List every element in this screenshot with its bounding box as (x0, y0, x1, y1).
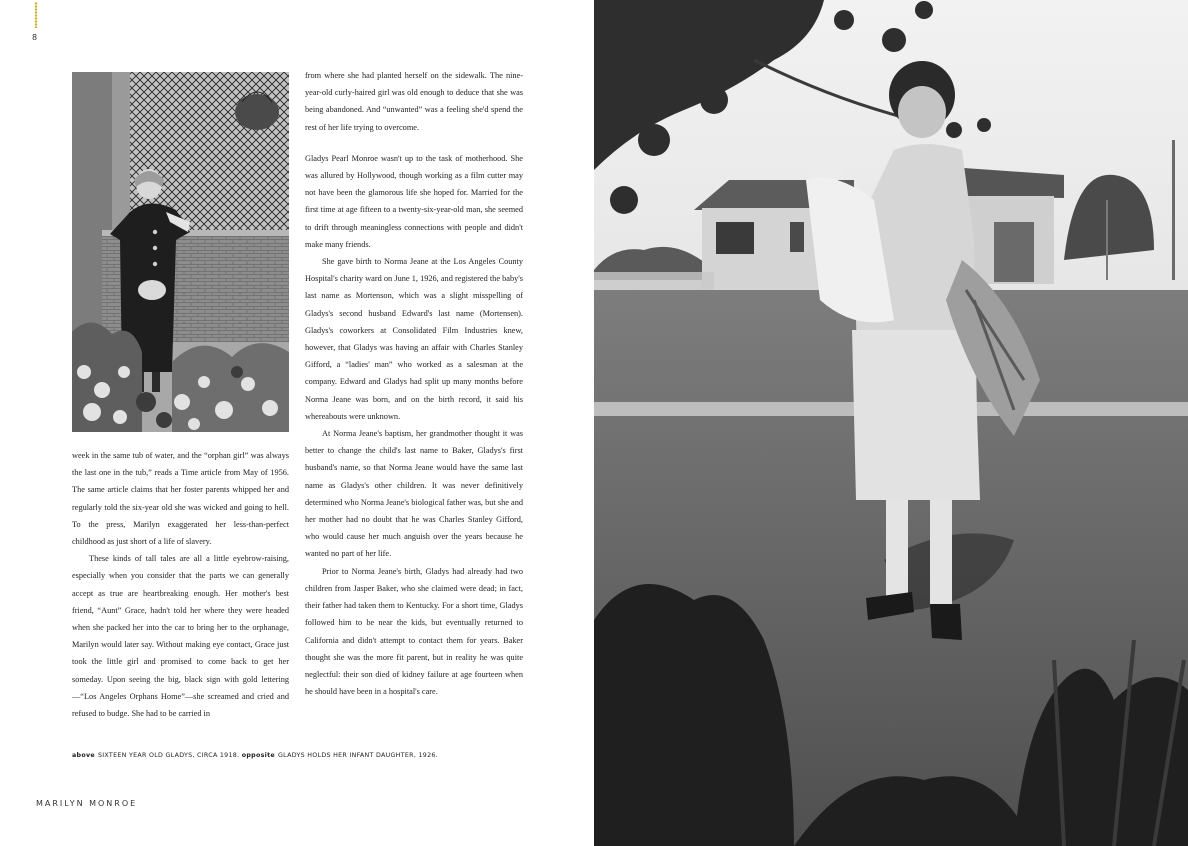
caption-text-opposite: GLADYS HOLDS HER INFANT DAUGHTER, 1926. (277, 752, 438, 759)
body-paragraph: These kinds of tall tales are all a little eyebrow-raising, especially when you consider that the parts we can generally accept as true are heartbreaking enough. Her mother's best friend, “Aunt” Grace, hadn't told her where they were headed when she packed her into the car to bring her to the orphanage, Marilyn would later say. Without making eye contact, Grace just took the little girl and promised to come back to get her someday. Upon seeing the big, black sign with gold lettering—“Los Angeles Orphans Home”—she screamed and cried and refused to budge. She had to be carried in (72, 554, 289, 719)
body-paragraph: At Norma Jeane's baptism, her grandmother thought it was better to change the child's last name to Baker, Gladys's first husband's name, so that Norma Jeane would have the same last name as Gladys's other children. It was never definitively determined who Norma Jeane's biological father was, but she and her mother had no doubt that he was Charles Stanley Gifford, who would cause her much anguish over the years because he wanted no part of her life. (305, 429, 523, 559)
photo-gladys-holding-infant (594, 0, 1188, 846)
body-paragraph: from where she had planted herself on the sidewalk. The nine-year-old curly-haired girl was old enough to deduce that she was being abandoned. And “unwanted” was a feeling she'd spend the rest of her life trying to overcome. (305, 71, 523, 132)
left-text-column (72, 447, 289, 722)
decorative-dot-strip (34, 2, 38, 28)
body-paragraph: She gave birth to Norma Jeane at the Los Angeles County Hospital's charity ward on June 1, 1926, and registered the baby's last name as Mortenson, which was a slight misspelling of Gladys's second husband Edward's last name (Mortensen). Gladys's coworkers at Consolidated Film Industries knew, however, that Gladys was having an affair with Charles Stanley Gifford, a “ladies' man” who worked as a salesman at the company. Edward and Gladys had split up many months before Norma Jeane was born, and on the birth record, it said his whereabouts were unknown. (305, 257, 523, 421)
running-head: MARILYN MONROE (36, 799, 138, 808)
body-paragraph: week in the same tub of water, and the “orphan girl” was always the last one in the tub,” reads a Time article from May of 1956. The same article claims that her foster parents whipped her and regularly told the six-year old she was wicked and going to hell. To the press, Marilyn exaggerated her less-than-perfect childhood as just short of a life of slavery. (72, 451, 289, 547)
body-paragraph: Prior to Norma Jeane's birth, Gladys had already had two children from Jasper Baker, who she claimed were dead; in fact, their father had taken them to Kentucky. For a short time, Gladys followed him to be near the kids, but eventually returned to California and didn't attempt to contact them for years. Baker thought she was the more fit parent, but in reality he was quite neglectful: their son died of kidney failure at age fourteen when he should have been in a hospital's care. (305, 566, 523, 697)
photo-sixteen-year-old-gladys (72, 72, 289, 432)
body-paragraph: Gladys Pearl Monroe wasn't up to the task of motherhood. She was allured by Hollywood, though working as a film cutter may not have been the glamorous life she hoped for. Married for the first time at age fifteen to a twenty-six-year-old man, she seemed to drift through meaningless connections with people and didn't make many friends. (305, 153, 523, 249)
caption-label-opposite: opposite (241, 752, 275, 759)
page-number: 8 (32, 33, 38, 42)
right-text-column (305, 67, 523, 700)
caption-label-above: above (72, 752, 95, 759)
caption-text-above: SIXTEEN YEAR OLD GLADYS, CIRCA 1918. (97, 752, 240, 759)
photo-caption (72, 752, 542, 759)
